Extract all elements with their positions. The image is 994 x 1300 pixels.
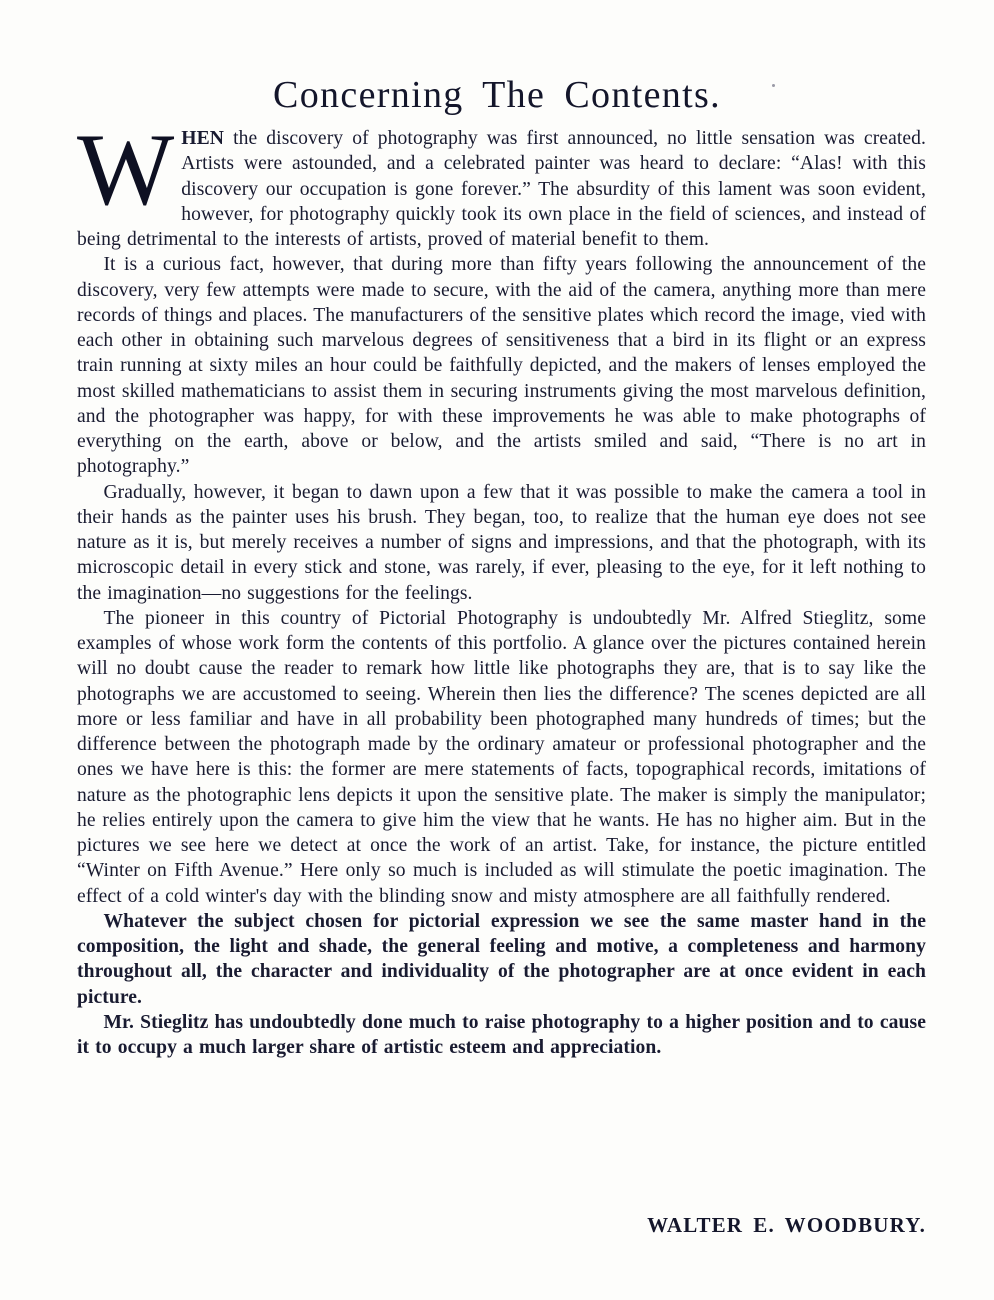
- paragraph-3: Gradually, however, it began to dawn upon a few that it was possible to make the camera a tool in their hands as the painter uses his brush. They began, too, to realize that the human eye does not see nature as it is, but merely receives a number of signs and impressions, and that the photograph, with its microscopic detail in every stick and stone, was rarely, if ever, pleasing to the eye, for it left nothing to the imagination—no suggestions for the feelings.: [77, 481, 926, 604]
- paragraph-5: Whatever the subject chosen for pictorial expression we see the same master hand in the composition, the light and shade, the general feeling and motive, a completeness and harmony throughout all, the character and individuality of the photographer are at once evident in each picture.: [77, 910, 926, 1008]
- signature-block: [77, 1212, 926, 1238]
- paragraph-4: The pioneer in this country of Pictorial Photography is undoubtedly Mr. Alfred Stieglitz, some examples of whose work form the contents of this portfolio. A glance over the pictures contained herein will no doubt cause the reader to remark how little like photographs they are, that is to say like the photographs we are accustomed to seeing. Wherein then lies the difference? The scenes depicted are all more or less familiar and have in all probability been photographed many hundreds of times; but the difference between the photograph made by the ordinary amateur or professional photographer and the ones we have here is this: the former are mere statements of facts, topographical records, imitations of nature as the photographic lens depicts it upon the sensitive plate. The maker is simply the manipulator; he relies entirely upon the camera to give him the view that he wants. He has no higher aim. But in the pictures we see here we detect at once the work of an artist. Take, for instance, the picture entitled “Winter on Fifth Avenue.” Here only so much is included as will stimulate the poetic imagination. The effect of a cold winter's day with the blinding snow and misty atmosphere are all faithfully rendered.: [77, 607, 926, 907]
- paragraph-1: [77, 113, 926, 252]
- page-title: Concerning The Contents.: [273, 74, 721, 117]
- author-signature: WALTER E. WOODBURY.: [647, 1213, 926, 1237]
- print-speck-artifact: [772, 84, 775, 87]
- body-text-block: [77, 113, 926, 1060]
- paragraph-1-text: the discovery of photography was first announced, no little sensation was created. Artists were astounded, and a celebrated painter was heard to declare: “Alas! with this discovery our occupation is gone forever.” The absurdity of this lament was soon evident, however, for photography quickly took its own place in the field of sciences, and instead of being detrimental to the interests of artists, proved of material benefit to them.: [77, 128, 926, 250]
- paragraph-6: Mr. Stieglitz has undoubtedly done much to raise photography to a higher position and to cause it to occupy a much larger share of artistic esteem and appreciation.: [77, 1011, 926, 1058]
- paragraph-1-lead-in: HEN: [181, 128, 224, 149]
- drop-cap-letter: W: [77, 113, 175, 227]
- paragraph-2: It is a curious fact, however, that during more than fifty years following the announcement of the discovery, very few attempts were made to secure, with the aid of the camera, anything more than mere records of things and places. The manufacturers of the sensitive plates which record the image, vied with each other in obtaining such marvelous degrees of sensitiveness that a bird in its flight or an express train running at sixty miles an hour could be faithfully depicted, and the makers of lenses employed the most skilled mathematicians to assist them in securing instruments giving the most marvelous definition, and the photographer was happy, for with these improvements he was able to make photographs of everything on the earth, above or below, and the artists smiled and said, “There is no art in photography.”: [77, 254, 926, 478]
